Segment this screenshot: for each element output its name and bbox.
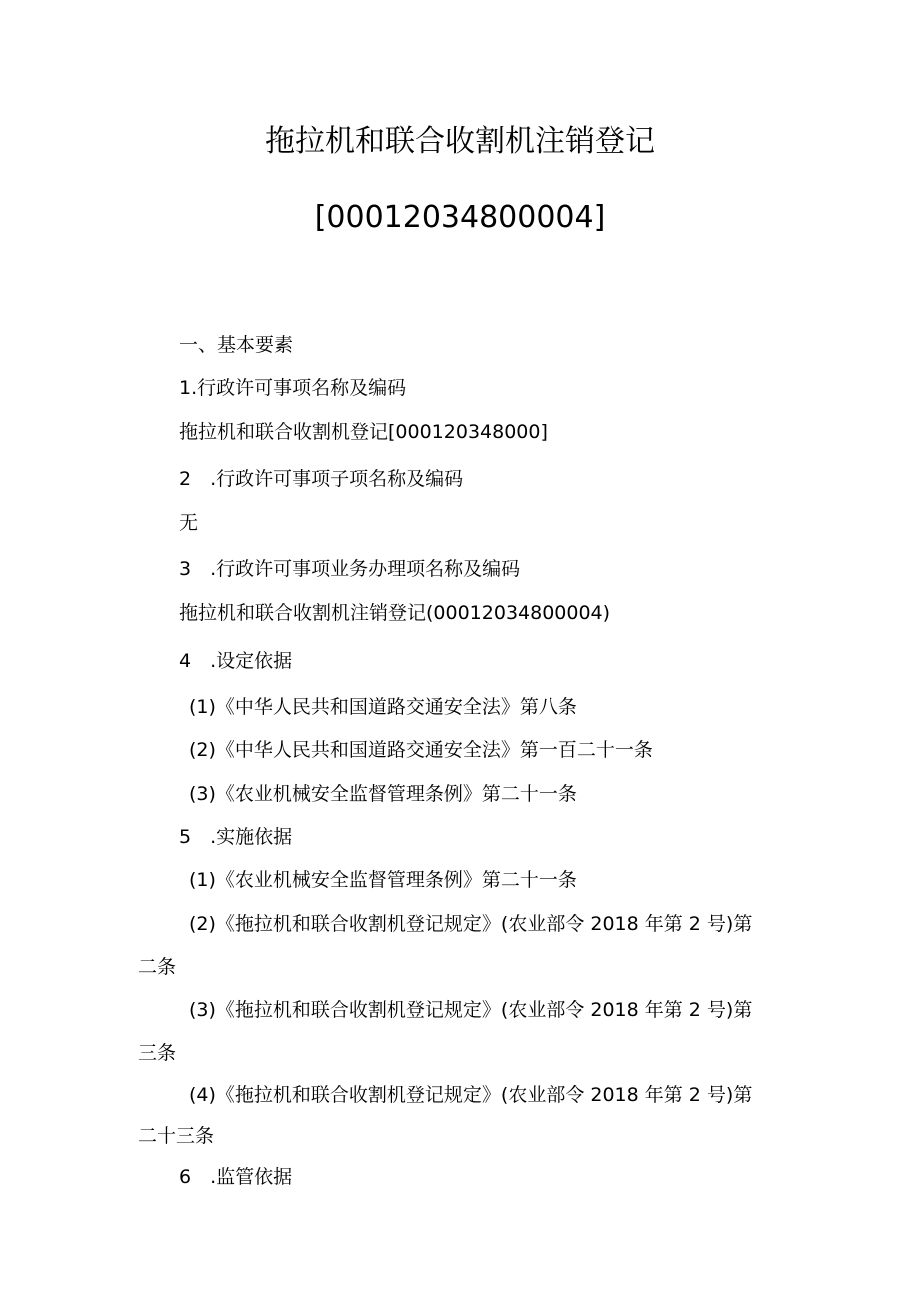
item-4-heading: 4 .设定依据 <box>179 650 293 672</box>
item-2-content: 无 <box>179 512 199 534</box>
item-4-basis-3: (3)《农业机械安全监督管理条例》第二十一条 <box>189 783 577 805</box>
document-title-code: [00012034800004] <box>314 200 606 235</box>
item-3-content: 拖拉机和联合收割机注销登记(00012034800004) <box>179 602 611 624</box>
item-3-heading: 3 .行政许可事项业务办理项名称及编码 <box>179 558 521 580</box>
item-5-basis-2: (2)《拖拉机和联合收割机登记规定》(农业部令 2018 年第 2 号)第 <box>189 913 753 935</box>
item-5-basis-4: (4)《拖拉机和联合收割机登记规定》(农业部令 2018 年第 2 号)第 <box>189 1084 753 1106</box>
section-heading-basic-elements: 一、基本要素 <box>179 334 294 356</box>
item-2-heading: 2 .行政许可事项子项名称及编码 <box>179 468 464 490</box>
item-1-heading: 1.行政许可事项名称及编码 <box>179 377 407 399</box>
item-5-basis-2-continued: 二条 <box>138 956 177 978</box>
item-5-basis-3: (3)《拖拉机和联合收割机登记规定》(农业部令 2018 年第 2 号)第 <box>189 999 753 1021</box>
item-5-basis-1: (1)《农业机械安全监督管理条例》第二十一条 <box>189 869 577 891</box>
item-1-content: 拖拉机和联合收割机登记[000120348000] <box>179 421 548 443</box>
item-6-heading: 6 .监管依据 <box>179 1166 293 1188</box>
item-5-heading: 5 .实施依据 <box>179 826 293 848</box>
document-title: 拖拉机和联合收割机注销登记 <box>265 124 655 159</box>
item-5-basis-4-continued: 二十三条 <box>138 1125 215 1147</box>
item-4-basis-1: (1)《中华人民共和国道路交通安全法》第八条 <box>189 696 577 718</box>
item-5-basis-3-continued: 三条 <box>138 1042 177 1064</box>
item-4-basis-2: (2)《中华人民共和国道路交通安全法》第一百二十一条 <box>189 739 653 761</box>
